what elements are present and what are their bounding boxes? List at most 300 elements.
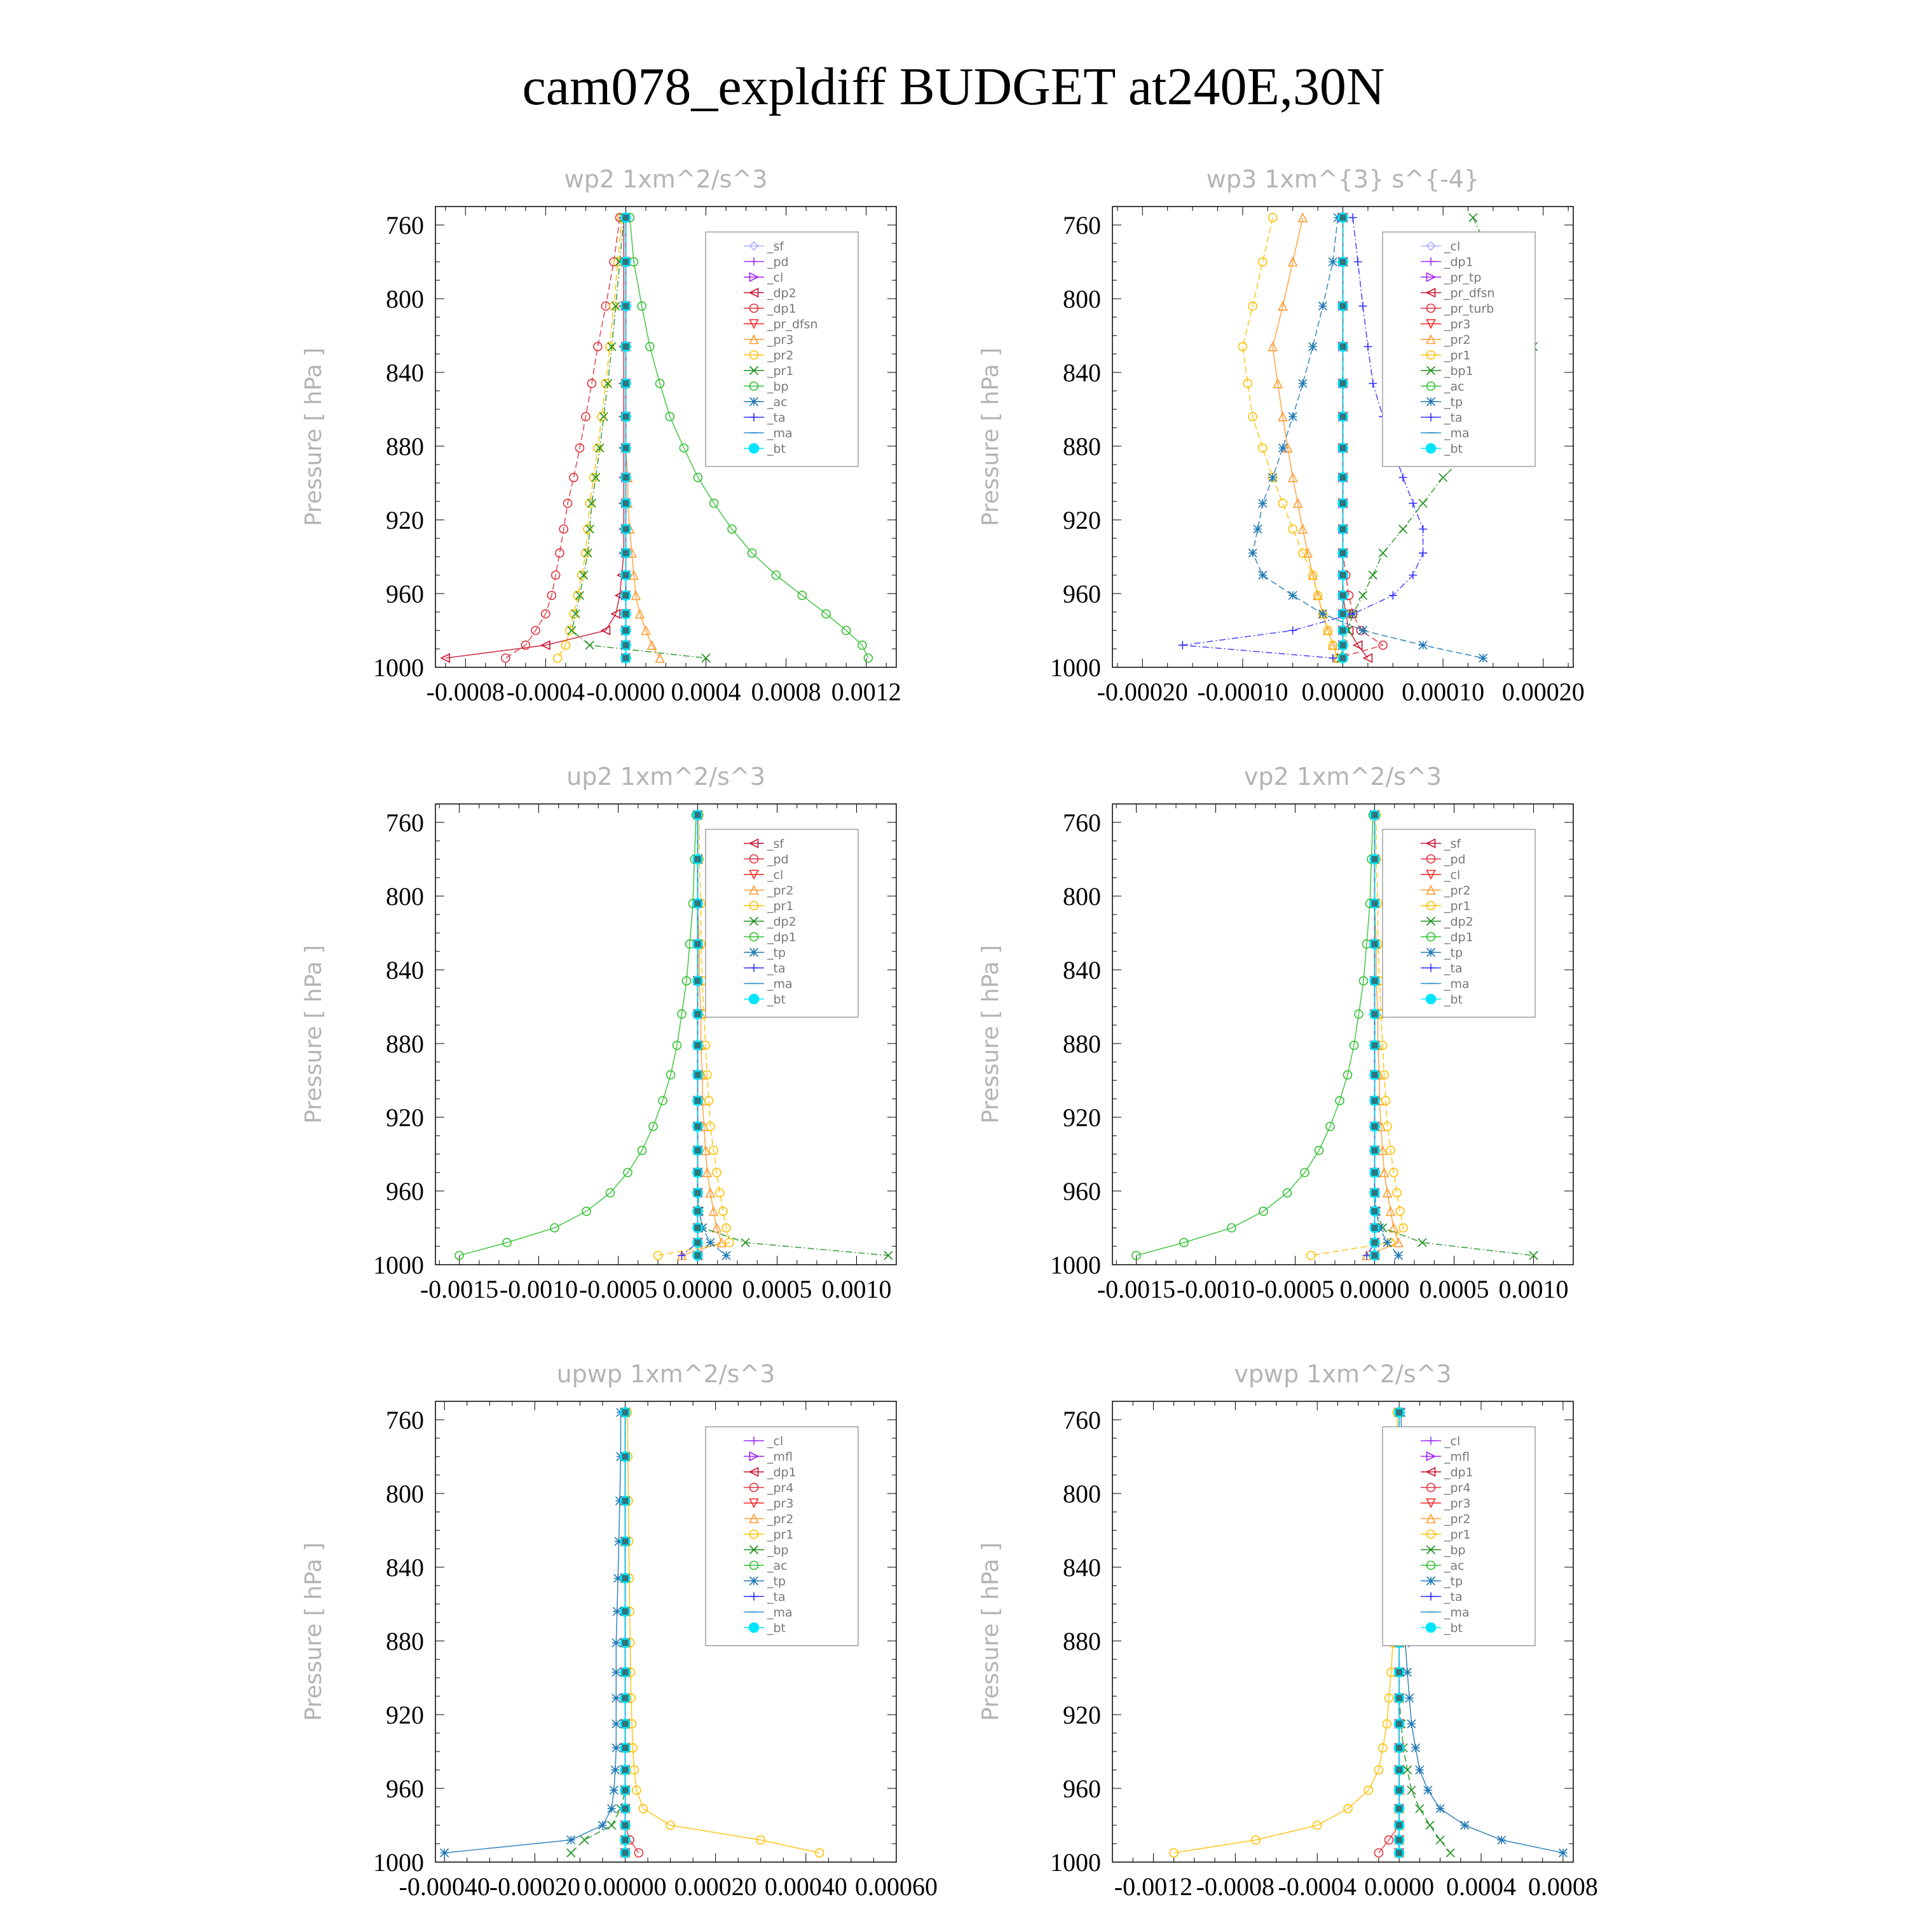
data-point <box>611 1766 619 1774</box>
legend-label: _ta <box>1444 962 1463 976</box>
zero-marker <box>622 1850 629 1856</box>
y-tick-label: 760 <box>1063 808 1101 837</box>
x-tick-label: 0.00000 <box>584 1872 667 1901</box>
data-point <box>608 1804 616 1813</box>
x-tick-label: 0.0000 <box>1364 1872 1435 1901</box>
y-tick-label: 800 <box>386 882 424 911</box>
legend-label: _mfl <box>767 1450 793 1464</box>
legend-label: _pd <box>1444 852 1466 867</box>
x-tick-label: 0.0004 <box>671 677 741 706</box>
legend-label: _ta <box>767 962 786 976</box>
zero-marker <box>1340 627 1346 634</box>
legend-marker <box>750 1577 758 1585</box>
data-point <box>580 1836 589 1844</box>
legend-label: _cl <box>767 1434 784 1448</box>
zero-marker <box>622 592 629 599</box>
data-point <box>1407 1786 1416 1794</box>
data-point <box>1318 302 1327 310</box>
panel-title: vpwp 1xm^2/s^3 <box>1234 1360 1452 1388</box>
data-point <box>1407 1720 1416 1728</box>
data-point <box>1288 591 1297 599</box>
data-point <box>1259 499 1267 507</box>
legend-label: _pr1 <box>767 899 794 913</box>
legend-marker <box>1426 995 1436 1004</box>
legend-label: _cl <box>1444 1434 1461 1448</box>
zero-marker <box>622 1609 629 1615</box>
data-point <box>502 654 510 662</box>
legend-label: _ta <box>1444 1590 1463 1604</box>
data-point <box>1359 591 1367 599</box>
legend-label: _dp1 <box>1444 930 1473 944</box>
data-point <box>722 1251 730 1260</box>
legend-label: _pr1 <box>1444 348 1471 363</box>
legend-label: _bp1 <box>1444 364 1473 378</box>
legend-label: _tp <box>1444 395 1463 409</box>
legend-label: _pr3 <box>1444 317 1471 332</box>
data-point <box>1416 1766 1424 1774</box>
data-point <box>1426 1821 1434 1830</box>
zero-marker <box>1396 1837 1402 1843</box>
legend-label: _ma <box>767 977 793 991</box>
legend-label: _pd <box>767 852 789 867</box>
chart-svg <box>969 1347 1732 1932</box>
zero-marker <box>622 1806 629 1812</box>
legend-label: _cl <box>767 271 784 285</box>
y-tick-label: 960 <box>1063 1177 1101 1206</box>
series-dp2 <box>441 214 628 662</box>
data-point <box>1383 1239 1391 1247</box>
data-point <box>1436 1836 1444 1844</box>
zero-marker <box>695 1147 701 1153</box>
legend-label: _bt <box>1444 442 1463 456</box>
x-tick-label: 0.00020 <box>674 1872 757 1901</box>
data-point <box>571 609 580 618</box>
zero-marker <box>1372 1124 1378 1130</box>
x-tick-label: 0.0012 <box>831 677 901 706</box>
y-tick-label: 840 <box>386 1553 424 1582</box>
legend-label: _bp <box>767 1543 789 1558</box>
zero-marker <box>622 259 629 265</box>
legend-marker <box>1427 948 1435 956</box>
data-point <box>1269 214 1277 222</box>
y-tick-label: 920 <box>386 1103 424 1132</box>
zero-marker <box>1372 1147 1378 1153</box>
zero-marker <box>1340 500 1346 507</box>
data-point <box>1254 525 1262 533</box>
data-point <box>441 1849 449 1857</box>
legend-label: _pr_tp <box>1444 271 1482 285</box>
series-line <box>446 217 624 658</box>
legend-label: _pr1 <box>767 364 794 378</box>
y-axis-label: Pressure [ hPa ] <box>978 347 1004 527</box>
zero-marker <box>1372 901 1378 907</box>
x-tick-label: 0.00040 <box>764 1872 847 1901</box>
legend-label: _cl <box>1444 240 1461 254</box>
zero-marker <box>622 550 629 556</box>
data-point <box>1318 609 1327 618</box>
data-point <box>568 627 576 635</box>
y-tick-label: 800 <box>386 285 424 313</box>
legend-label: _mfl <box>1444 1450 1470 1464</box>
legend-label: _cl <box>1444 868 1461 882</box>
zero-marker <box>1372 1098 1378 1104</box>
zero-marker <box>1372 1190 1378 1196</box>
zero-marker <box>622 474 629 480</box>
data-point <box>1259 571 1267 580</box>
data-point <box>1329 258 1337 266</box>
zero-marker <box>622 1745 629 1751</box>
zero-marker <box>1340 572 1346 578</box>
data-point <box>678 1251 686 1260</box>
y-axis-label: Pressure [ hPa ] <box>978 1542 1004 1722</box>
series-dp1 <box>502 214 624 662</box>
x-tick-label: 0.0005 <box>1419 1275 1489 1303</box>
data-point <box>1419 499 1427 507</box>
data-point <box>1405 1694 1414 1702</box>
series-line <box>1174 1412 1397 1853</box>
y-tick-label: 960 <box>1063 1774 1101 1803</box>
data-point <box>1461 1821 1469 1830</box>
y-tick-label: 1000 <box>373 1848 424 1877</box>
zero-marker <box>1396 1787 1402 1793</box>
legend-label: _ma <box>1444 977 1470 991</box>
series-line <box>505 217 620 658</box>
data-point <box>1364 343 1372 351</box>
y-axis-label: Pressure [ hPa ] <box>978 944 1004 1124</box>
panel-wp3 <box>969 153 1732 737</box>
data-point <box>1299 379 1307 388</box>
y-tick-label: 1000 <box>1050 1251 1101 1279</box>
zero-marker <box>622 1538 629 1544</box>
chart-svg <box>969 750 1732 1335</box>
panel-wp2 <box>292 153 1055 737</box>
y-tick-label: 1000 <box>1050 653 1101 682</box>
zero-marker <box>695 1208 701 1214</box>
panel-upwp <box>292 1347 1055 1932</box>
legend-label: _dp1 <box>767 302 796 316</box>
zero-marker <box>695 812 701 818</box>
legend-label: _pr3 <box>767 1497 794 1511</box>
legend-label: _ma <box>767 1605 793 1620</box>
data-point <box>1359 302 1367 310</box>
y-tick-label: 760 <box>1063 1406 1101 1434</box>
legend-label: _sf <box>767 837 784 851</box>
zero-marker <box>1396 1806 1402 1812</box>
zero-marker <box>695 977 701 984</box>
zero-marker <box>622 1695 629 1701</box>
y-tick-label: 920 <box>386 506 424 534</box>
zero-marker <box>622 445 629 451</box>
zero-marker <box>1372 1208 1378 1214</box>
data-point <box>567 1849 575 1857</box>
y-tick-label: 960 <box>1063 580 1101 608</box>
zero-marker <box>1396 1767 1402 1773</box>
zero-marker <box>695 1098 701 1104</box>
y-tick-label: 760 <box>386 808 424 837</box>
legend-label: _pr_dfsn <box>1444 286 1495 301</box>
zero-marker <box>1372 1071 1378 1078</box>
zero-marker <box>695 941 701 947</box>
legend-label: _pr2 <box>767 348 794 363</box>
y-tick-label: 1000 <box>1050 1848 1101 1877</box>
y-tick-label: 760 <box>386 1406 424 1434</box>
zero-marker <box>695 1253 701 1259</box>
data-point <box>1399 473 1407 482</box>
legend-label: _ac <box>1444 379 1465 394</box>
legend-label: _cl <box>767 868 784 882</box>
x-tick-label: -0.00020 <box>1097 677 1188 706</box>
legend-label: _pr_dfsn <box>767 317 818 332</box>
series-pr1 <box>568 214 710 662</box>
zero-marker <box>622 1640 629 1646</box>
series-line <box>460 815 697 1255</box>
zero-marker <box>1340 526 1346 533</box>
legend-label: _bt <box>1444 1621 1463 1635</box>
data-point <box>1469 214 1477 222</box>
data-point <box>1288 412 1297 421</box>
legend-label: _ac <box>767 1559 788 1573</box>
y-tick-label: 1000 <box>373 1251 424 1279</box>
legend-label: _ma <box>767 426 793 440</box>
legend-label: _ta <box>1444 411 1463 425</box>
legend-label: _sf <box>1444 837 1461 851</box>
legend-marker <box>1427 1577 1435 1585</box>
zero-marker <box>695 1239 701 1246</box>
data-point <box>1299 214 1307 222</box>
zero-marker <box>695 1042 701 1049</box>
y-tick-label: 840 <box>386 956 424 984</box>
data-point <box>1559 1849 1567 1857</box>
x-tick-label: 0.00000 <box>1301 677 1384 706</box>
zero-marker <box>1396 1409 1402 1415</box>
series-dp1 <box>1132 811 1377 1260</box>
legend-label: _bp <box>1444 1543 1466 1558</box>
legend-label: _dp1 <box>1444 1466 1473 1480</box>
data-point <box>1411 1744 1419 1752</box>
x-tick-label: -0.0000 <box>586 677 666 706</box>
data-point <box>1278 499 1287 507</box>
series-line <box>625 217 660 658</box>
legend-label: _pr2 <box>1444 1512 1471 1527</box>
zero-marker <box>1340 642 1346 648</box>
legend-label: _bp <box>767 379 789 394</box>
x-tick-label: -0.0005 <box>578 1275 658 1303</box>
y-tick-label: 760 <box>1063 211 1101 240</box>
data-point <box>1419 641 1427 650</box>
y-tick-label: 800 <box>1063 285 1101 313</box>
data-point <box>1359 627 1367 635</box>
zero-marker <box>1372 1239 1378 1246</box>
zero-marker <box>622 414 629 420</box>
data-point <box>612 1694 620 1702</box>
zero-marker <box>1396 1669 1402 1675</box>
zero-marker <box>1340 414 1346 420</box>
zero-marker <box>695 1071 701 1078</box>
zero-marker <box>622 642 629 648</box>
data-point <box>1329 654 1337 662</box>
zero-marker <box>695 856 701 862</box>
zero-marker <box>695 1169 701 1176</box>
series-pr2 <box>1269 214 1342 662</box>
y-tick-label: 800 <box>1063 882 1101 911</box>
zero-marker <box>622 572 629 578</box>
data-point <box>864 654 872 662</box>
legend-label: _pr2 <box>767 883 794 898</box>
panel-vp2 <box>969 750 1732 1335</box>
zero-marker <box>622 500 629 507</box>
legend-label: _dp2 <box>767 915 796 929</box>
legend-label: _tp <box>767 1574 786 1589</box>
x-tick-label: 0.0004 <box>1446 1872 1516 1901</box>
data-point <box>1288 525 1297 533</box>
zero-marker <box>1340 445 1346 451</box>
legend-label: _bt <box>767 1621 786 1635</box>
legend-marker <box>749 995 759 1004</box>
legend-label: _dp1 <box>767 930 796 944</box>
y-tick-label: 920 <box>1063 506 1101 534</box>
zero-marker <box>1372 1253 1378 1259</box>
legend-label: _ac <box>1444 1559 1465 1573</box>
data-point <box>575 591 584 599</box>
legend-label: _bt <box>767 993 786 1007</box>
legend-label: _bt <box>1444 993 1463 1007</box>
data-point <box>1248 549 1257 557</box>
x-tick-label: -0.0008 <box>426 677 505 706</box>
panel-vpwp <box>969 1347 1732 1932</box>
data-point <box>1498 1836 1506 1844</box>
zero-marker <box>1372 812 1378 818</box>
data-point <box>585 641 594 650</box>
legend-label: _dp2 <box>767 286 796 301</box>
zero-marker <box>1372 856 1378 862</box>
legend-label: _dp1 <box>1444 255 1473 269</box>
zero-marker <box>622 1453 629 1460</box>
series-pr1 <box>1238 214 1342 662</box>
x-tick-label: -0.0012 <box>1114 1872 1193 1901</box>
y-tick-label: 880 <box>1063 432 1101 461</box>
zero-marker <box>622 303 629 310</box>
data-point <box>1389 591 1397 599</box>
legend-label: _tp <box>767 946 786 960</box>
chart-svg <box>292 153 1055 737</box>
panel-up2 <box>292 750 1055 1335</box>
x-tick-label: 0.0008 <box>751 677 821 706</box>
zero-marker <box>622 214 629 221</box>
data-point <box>567 1836 575 1844</box>
data-point <box>1395 1251 1403 1260</box>
legend-label: _pr3 <box>767 333 794 347</box>
y-tick-label: 840 <box>1063 358 1101 387</box>
series-dp1 <box>455 811 701 1260</box>
legend-label: _pr_turb <box>1444 302 1494 316</box>
data-point <box>554 654 562 662</box>
x-tick-label: -0.0010 <box>1176 1275 1255 1303</box>
legend-label: _pr1 <box>767 1528 794 1542</box>
zero-marker <box>1396 1745 1402 1751</box>
data-point <box>1179 641 1187 650</box>
data-point <box>598 1821 606 1830</box>
data-point <box>1288 627 1297 635</box>
data-point <box>1419 549 1427 557</box>
chart-svg <box>292 1347 1055 1932</box>
zero-marker <box>1396 1822 1402 1828</box>
x-tick-label: 0.00010 <box>1402 677 1485 706</box>
data-point <box>1419 525 1427 533</box>
series-line <box>571 217 706 658</box>
data-point <box>654 1251 662 1260</box>
panel-title: up2 1xm^2/s^3 <box>566 763 765 791</box>
y-axis-label: Pressure [ hPa ] <box>301 1542 327 1722</box>
zero-marker <box>1340 343 1346 350</box>
zero-marker <box>1372 941 1378 947</box>
legend-label: _pr2 <box>767 1512 794 1527</box>
zero-marker <box>622 1822 629 1828</box>
zero-marker <box>1340 303 1346 310</box>
y-tick-label: 760 <box>386 211 424 240</box>
zero-marker <box>622 343 629 350</box>
data-point <box>1379 549 1387 557</box>
panel-title: vp2 1xm^2/s^3 <box>1243 763 1442 791</box>
y-tick-label: 880 <box>386 1627 424 1656</box>
zero-marker <box>622 611 629 617</box>
x-tick-label: 0.0010 <box>821 1275 892 1303</box>
data-point <box>1369 379 1377 388</box>
data-point <box>816 1849 824 1857</box>
x-tick-label: -0.0004 <box>506 677 585 706</box>
data-point <box>612 1744 620 1752</box>
data-point <box>1436 1804 1444 1813</box>
series-line <box>557 217 622 658</box>
x-tick-label: -0.0015 <box>1097 1275 1176 1303</box>
y-tick-label: 880 <box>1063 1627 1101 1656</box>
zero-marker <box>1340 474 1346 480</box>
data-point <box>1269 473 1277 482</box>
zero-marker <box>1340 655 1346 662</box>
zero-marker <box>622 1409 629 1415</box>
x-tick-label: 0.0010 <box>1498 1275 1569 1303</box>
x-tick-label: -0.0008 <box>1196 1872 1275 1901</box>
zero-marker <box>1396 1695 1402 1701</box>
y-tick-label: 880 <box>386 432 424 461</box>
legend-label: _tp <box>1444 946 1463 960</box>
y-tick-label: 800 <box>1063 1480 1101 1508</box>
zero-marker <box>622 526 629 533</box>
x-tick-label: -0.0015 <box>420 1275 499 1303</box>
zero-marker <box>1340 259 1346 265</box>
legend-label: _pr4 <box>1444 1481 1471 1495</box>
x-tick-label: -0.0010 <box>499 1275 578 1303</box>
legend-label: _dp2 <box>1444 915 1473 929</box>
zero-marker <box>622 1767 629 1773</box>
x-tick-label: -0.00020 <box>489 1872 581 1901</box>
panel-title: wp2 1xm^2/s^3 <box>564 165 768 193</box>
y-axis-label: Pressure [ hPa ] <box>301 944 327 1124</box>
data-point <box>612 1668 620 1677</box>
x-tick-label: 0.0000 <box>662 1275 733 1303</box>
legend-label: _pr4 <box>767 1481 794 1495</box>
zero-marker <box>695 1225 701 1231</box>
zero-marker <box>1372 1225 1378 1231</box>
data-point <box>580 571 588 580</box>
data-point <box>1416 1804 1424 1813</box>
y-tick-label: 920 <box>1063 1701 1101 1729</box>
data-point <box>1439 473 1447 482</box>
series-line <box>444 1412 620 1853</box>
legend-label: _dp1 <box>767 1466 796 1480</box>
figure-title: cam078_expldiff BUDGET at240E,30N <box>522 57 1385 116</box>
data-point <box>608 1821 616 1830</box>
zero-marker <box>1372 1169 1378 1176</box>
